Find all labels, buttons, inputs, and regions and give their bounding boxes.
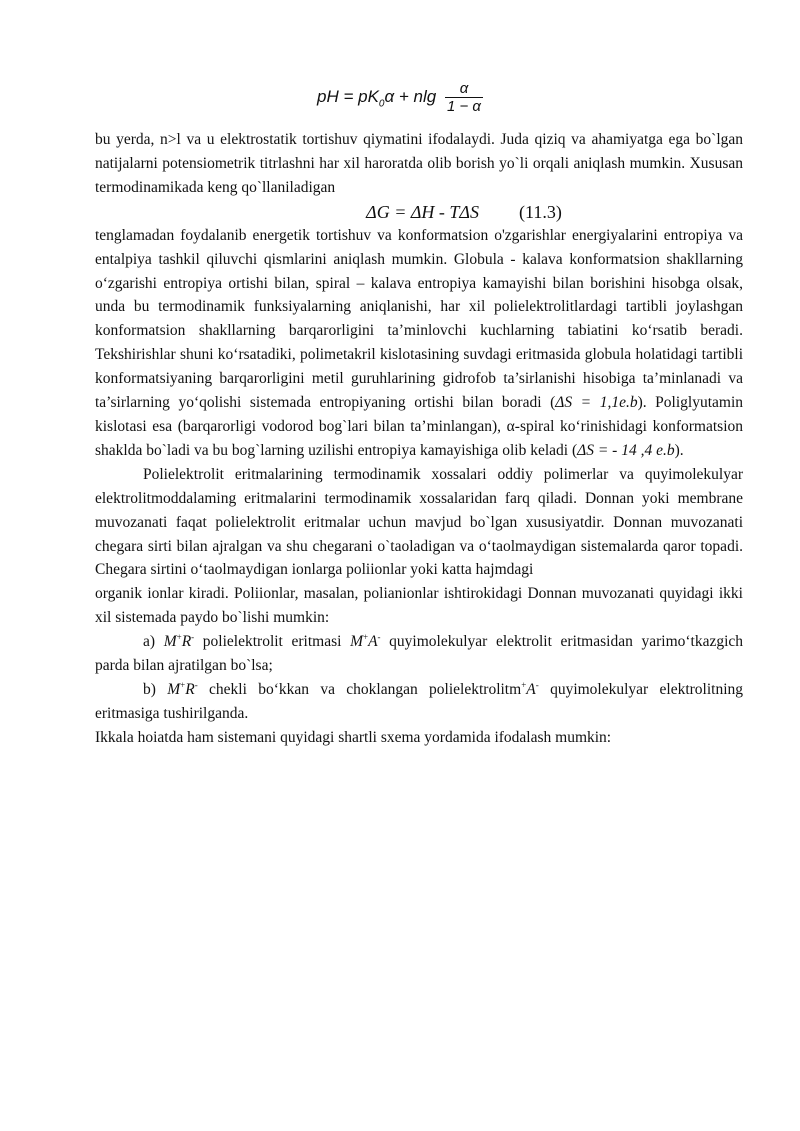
item-b-anion-charge: - bbox=[535, 679, 539, 690]
paragraph-2-text-c: ). bbox=[674, 441, 684, 459]
paragraph-2-text-a: tenglamadan foydalanib energetik tortishuv va konformatsion o'zgarishlar energiyalarini entropiya va entalpiya tashkil qiluvchi qismlarini aniqlash mumkin. Globula - kalava konformatsion shakllarning o‘zgarishi entropiya ortishi bilan, spiral – kalava entropiya kamayishi bilan borishini hisobga olsak, unda bu termodinamik funksiyalarning aniqlanishi, har xil polielektrolitlardagi tartibli joylashgan konformatsion shakllarning barqarorligini ta’minlovchi kuchlarning tabiatini ko‘rsatib beradi. Tekshirishlar shuni ko‘rsatadiki, polimetakril kislotasining suvdagi eritmasida globula holatidagi tartibli konformatsiyaning barqarorligini metil guruhlarining gidrofob ta’sirlanishi hisobiga ta’minlanadi va ta’sirlarning yo‘qolishi sistemada entropiyaning ortishi bilan boradi ( bbox=[95, 226, 743, 412]
formula-fraction bbox=[445, 80, 483, 115]
item-a-polyion-charge: - bbox=[191, 631, 195, 642]
paragraph-2-text-b: ). Poliglyutamin kislotasi esa (barqarorligi vodorod bog`lari bilan ta’minlangan), α-spiral ko‘rinishidagi konformatsion shaklda bo`ladi va bu bog`larning uzilishi entropiya kamayishiga olib keladi ( bbox=[95, 394, 744, 459]
item-b-cation-charge: + bbox=[180, 679, 186, 690]
item-a-polyion: R bbox=[181, 633, 192, 651]
equation-text: ΔG = ΔH - TΔS bbox=[366, 201, 479, 222]
item-b-text-1: chekli bo‘kkan va choklangan polielektrolitm bbox=[209, 680, 522, 698]
entropy-value-1: ΔS = 1,1e.b bbox=[555, 394, 638, 412]
item-a-text-2: quyimolekulyar elektrolit eritmasidan yarimo‘tkazgich parda bilan ajratilgan bo`lsa; bbox=[95, 633, 744, 675]
formula-lhs: pH = pK bbox=[317, 86, 379, 106]
item-b-anion: A bbox=[526, 680, 536, 698]
paragraph-1: bu yerda, n>l va u elektrostatik tortishuv qiymatini ifodalaydi. Juda qiziq va ahamiyatga ega bo`lgan natijalarni potensiometrik titrlashni har xil haroratda olib borish yo`li orqali aniqlash mumkin. Xususan termodinamikada keng qo`llaniladigan bbox=[95, 131, 743, 196]
item-b-label: b) bbox=[143, 680, 156, 698]
list-item-b bbox=[95, 678, 743, 726]
item-a-anion-charge: - bbox=[377, 631, 381, 642]
item-a-cation-2: M bbox=[350, 633, 363, 651]
body-text bbox=[95, 128, 743, 750]
item-a-cation: M bbox=[163, 633, 177, 651]
paragraph-2 bbox=[95, 224, 743, 463]
list-item-a bbox=[95, 630, 743, 678]
item-b-charge-2: + bbox=[521, 679, 527, 690]
paragraph-3-continued: organik ionlar kiradi. Poliionlar, masalan, polianionlar ishtirokidagi Donnan muvozanati quyidagi ikki xil sistemada paydo bo`lishi mumkin: bbox=[95, 585, 743, 627]
item-a-anion: A bbox=[368, 633, 378, 651]
item-b-text-2: quyimolekulyar elektrolitning eritmasiga tushirilganda. bbox=[95, 680, 744, 722]
item-a-cation-2-charge: + bbox=[362, 631, 369, 642]
item-a-text-1: polielektrolit eritmasi bbox=[202, 633, 342, 651]
equation-11-3 bbox=[95, 200, 743, 224]
entropy-value-2: ΔS = - 14 ,4 e.b bbox=[577, 441, 675, 459]
item-b-polyion-charge: - bbox=[194, 679, 198, 690]
item-b-cation: M bbox=[167, 680, 181, 698]
paragraph-3: Polielektrolit eritmalarining termodinamik xossalari oddiy polimerlar va quyimolekulyar elektrolitmoddalaming eritmalarini termodinamik xossalaridan farq qiladi. Donnan yoki membrane muvozanati faqat polielektrolit eritmalar uchun mavjud bo`lgan xususiyatdir. Donnan muvozanati chegara sirti bilan ajralgan va shu chegarani o`taoladigan va o‘taolmaydigan sistemalarda qaror topadi. Chegara sirtini o‘taolmaydigan ionlarga poliionlar yoki katta hajmdagi bbox=[95, 465, 743, 579]
equation-number: (11.3) bbox=[519, 201, 562, 222]
item-a-cation-charge: + bbox=[176, 631, 182, 642]
ph-formula bbox=[0, 80, 800, 115]
paragraph-last: Ikkala hoiatda ham sistemani quyidagi shartli sxema yordamida ifodalash mumkin: bbox=[95, 728, 612, 746]
formula-mid: α + nlg bbox=[384, 86, 437, 106]
fraction-denominator: 1 − α bbox=[446, 98, 481, 115]
fraction-numerator: α bbox=[445, 80, 483, 98]
formula-subscript: 0 bbox=[378, 98, 385, 110]
item-b-polyion: R bbox=[185, 680, 195, 698]
item-a-label: a) bbox=[143, 633, 156, 651]
